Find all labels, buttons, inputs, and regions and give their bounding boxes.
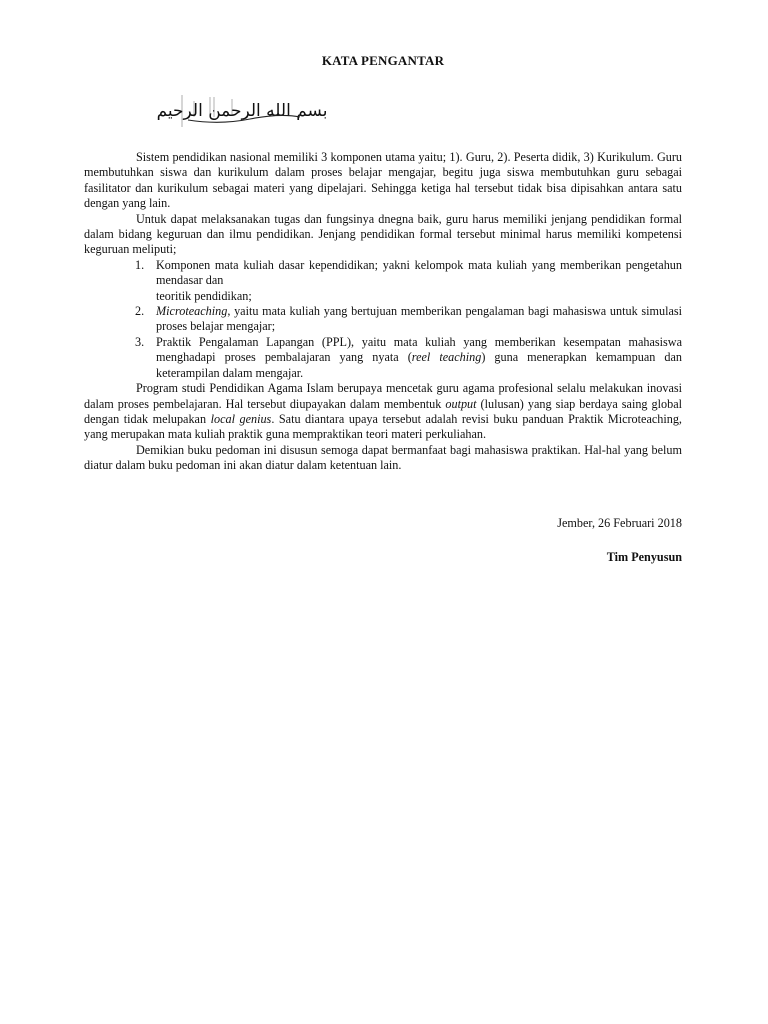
list-item-content [156, 304, 682, 335]
document-page [84, 52, 683, 564]
competency-list [84, 258, 682, 381]
body-text [84, 150, 682, 474]
paragraph-3 [84, 381, 682, 443]
list-item-text: Komponen mata kuliah dasar kependidikan; yakni kelompok mata kuliah yang memberikan pengetahun mendasar dan [156, 257, 682, 288]
list-item [84, 304, 682, 335]
basmalah-text: بسم الله الرحمن الرحيم [156, 101, 328, 121]
list-number: 1. [135, 257, 145, 272]
paragraph-1: Sistem pendidikan nasional memiliki 3 komponen utama yaitu; 1). Guru, 2). Peserta didik, 3) Kurikulum. Guru membutuhkan siswa dan kurikulum dalam proses belajar mengajar, begitu juga siswa membutuhkan guru sebagai fasilitator dan kurikulum sebagai materi yang dipelajari. Sehingga ketiga hal tersebut tidak bisa dipisahkan antara satu dengan yang lain. [84, 150, 682, 211]
paragraph-3-part1: Program studi Pendidikan Agama Islam berupaya mencetak guru agama profesional selalu melakukan inovasi dalam proses pembelajaran. Hal tersebut diupayakan dalam membentuk [84, 381, 682, 411]
list-number: 3. [135, 334, 145, 349]
list-item-continuation: teoritik pendidikan; [156, 288, 252, 303]
list-item-content [156, 335, 682, 381]
list-item [84, 258, 682, 304]
paragraph-2: Untuk dapat melaksanakan tugas dan fungsinya dnegna baik, guru harus memiliki jenjang pendidikan formal dalam bidang keguruan dan ilmu pendidikan. Jenjang pendidikan formal tersebut minimal harus memiliki kompetensi keguruan meliputi; [84, 211, 682, 257]
list-item-text-end: ) guna menerapkan kemampuan dan keterampilan dalam mengajar. [156, 350, 683, 380]
italic-local-genius: local genius [210, 411, 272, 426]
document-date: Jember, 26 Februari 2018 [557, 516, 682, 530]
list-item-text: Praktik Pengalaman Lapangan (PPL), yaitu mata kuliah yang memberikan kesempatan mahasiswa menghadapi proses pembalajaran yang nyata ( [156, 334, 682, 365]
paragraph-3-part2: (lulusan) yang siap berdaya saing global dengan tidak melupakan [84, 396, 683, 426]
italic-output: output [445, 396, 477, 411]
page-title: KATA PENGANTAR [321, 53, 445, 68]
list-item-term: reel teaching [411, 350, 482, 365]
basmalah-calligraphy [156, 89, 328, 129]
list-item-term: Microteaching [156, 304, 228, 319]
paragraph-4: Demikian buku pedoman ini disusun semoga dapat bermanfaat bagi mahasiswa praktikan. Hal-hal yang belum diatur dalam buku pedoman ini akan diatur dalam ketentuan lain. [84, 442, 682, 473]
signer-name: Tim Penyusun [606, 550, 682, 564]
list-number: 2. [135, 304, 145, 319]
list-item [84, 335, 682, 381]
paragraph-3-part3: . Satu diantara upaya tersebut adalah revisi buku panduan Praktik Microteaching, yang merupakan mata kuliah praktik guna mempraktikan teori materi perkuliahan. [84, 411, 682, 442]
list-item-text: , yaitu mata kuliah yang bertujuan memberikan pengalaman bagi mahasiswa untuk simulasi proses belajar mengajar; [156, 304, 682, 334]
